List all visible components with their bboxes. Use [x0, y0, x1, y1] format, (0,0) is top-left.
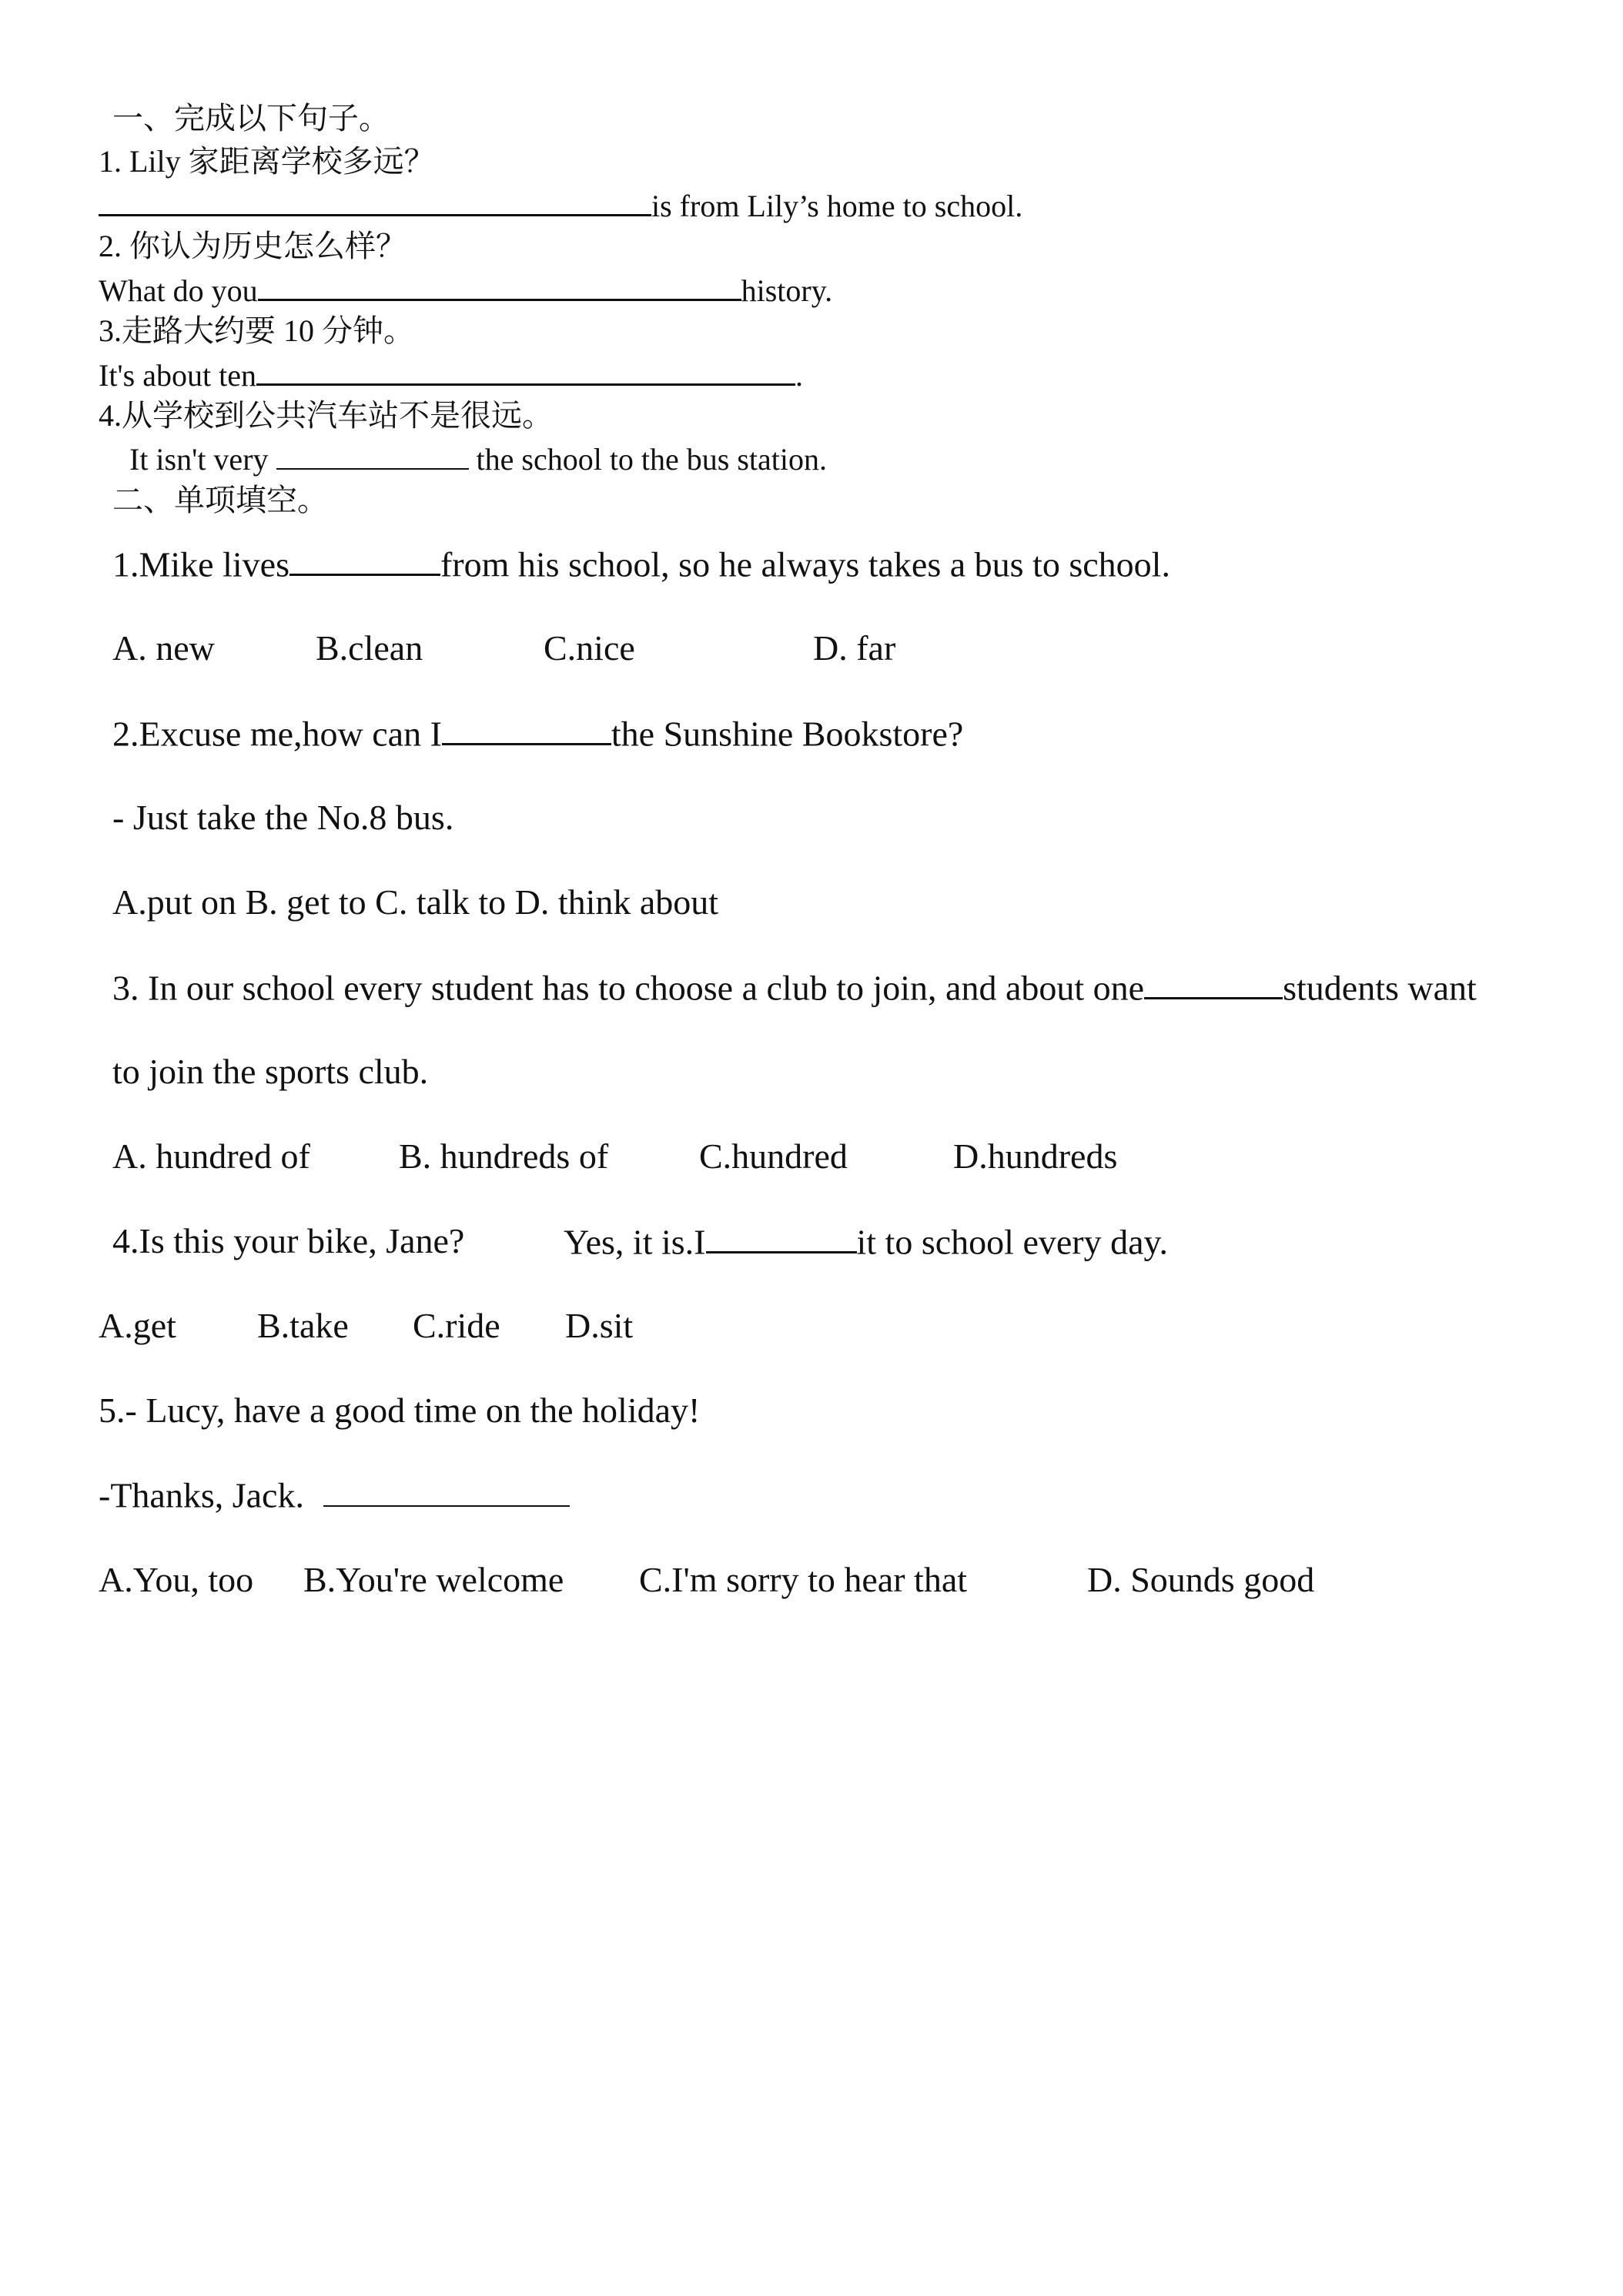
- s2-q3-option-b[interactable]: B. hundreds of: [399, 1136, 609, 1176]
- s1-q3-suffix: .: [795, 358, 803, 393]
- s2-q1-options: [0, 627, 1623, 673]
- s2-q1-before: 1.Mike lives: [112, 544, 289, 584]
- s2-q3-line2: to join the sports club.: [112, 1052, 429, 1091]
- s1-q4-prefix: It isn't very: [129, 442, 269, 477]
- s2-q1-option-d[interactable]: D. far: [813, 628, 896, 668]
- s1-q2-answer: [99, 271, 832, 310]
- s2-q5-option-d[interactable]: D. Sounds good: [1087, 1560, 1315, 1599]
- s2-q4-option-d[interactable]: D.sit: [565, 1306, 634, 1345]
- s2-q5-options: [0, 1558, 1623, 1605]
- s1-q3-answer: [99, 356, 803, 394]
- s1-q4-prompt: 4.从学校到公共汽车站不是很远。: [99, 398, 553, 433]
- s2-q1-stem: [112, 542, 1170, 586]
- s2-q5-line1: 5.- Lucy, have a good time on the holiday!: [99, 1391, 701, 1430]
- s2-q4-answer: [564, 1220, 1168, 1263]
- s2-q3-stem: [112, 966, 1477, 1009]
- section2-heading: 二、单项填空。: [112, 483, 328, 517]
- s2-q5-line2-text: -Thanks, Jack.: [99, 1475, 304, 1515]
- s2-q2-before: 2.Excuse me,how can I: [112, 714, 442, 754]
- s1-q1-blank[interactable]: [99, 186, 651, 216]
- s2-q5-option-a[interactable]: A.You, too: [99, 1560, 254, 1599]
- s2-q1-option-c[interactable]: C.nice: [544, 628, 635, 668]
- s2-q4-after: it to school every day.: [856, 1222, 1169, 1262]
- s2-q2-after: the Sunshine Bookstore?: [611, 714, 964, 754]
- s1-q2-prompt: 2. 你认为历史怎么样？: [99, 229, 407, 263]
- s1-q4-suffix: the school to the bus station.: [476, 442, 828, 477]
- s2-q3-option-a[interactable]: A. hundred of: [112, 1136, 310, 1176]
- s2-q4-option-b[interactable]: B.take: [257, 1306, 349, 1345]
- s2-q2-options[interactable]: A.put on B. get to C. talk to D. think about: [112, 882, 719, 922]
- s2-q4-stem: [0, 1220, 1623, 1266]
- s2-q3-after: students want: [1283, 968, 1477, 1008]
- s2-q4-option-a[interactable]: A.get: [99, 1306, 176, 1345]
- s2-q1-blank[interactable]: [289, 542, 440, 576]
- s2-q4-option-c[interactable]: C.ride: [413, 1306, 500, 1345]
- s2-q5-option-c[interactable]: C.I'm sorry to hear that: [639, 1560, 968, 1599]
- s1-q1-prompt: 1. Lily 家距离学校多远？: [99, 144, 435, 179]
- s1-q1-suffix: is from Lily’s home to school.: [651, 189, 1023, 223]
- s2-q4-before: 4.Is this your bike, Jane?: [112, 1221, 465, 1260]
- s2-q4-mid: Yes, it is.I: [564, 1222, 706, 1262]
- s2-q3-option-c[interactable]: C.hundred: [699, 1136, 848, 1176]
- s2-q2-blank[interactable]: [442, 711, 611, 745]
- s1-q2-suffix: history.: [741, 273, 833, 308]
- s2-q1-after: from his school, so he always takes a bus to school.: [440, 544, 1170, 584]
- section1-heading: 一、完成以下句子。: [112, 101, 390, 136]
- s2-q3-before: 3. In our school every student has to choose a club to join, and about one: [112, 968, 1145, 1008]
- s2-q4-options: [0, 1304, 1623, 1350]
- s2-q2-stem: [112, 711, 963, 755]
- s2-q3-blank[interactable]: [1144, 966, 1283, 999]
- s2-q5-blank[interactable]: [323, 1474, 570, 1507]
- s1-q4-blank[interactable]: [276, 440, 469, 470]
- s2-q1-option-a[interactable]: A. new: [112, 628, 215, 668]
- s1-q3-prefix: It's about ten: [99, 358, 256, 393]
- s2-q1-option-b[interactable]: B.clean: [316, 628, 423, 668]
- s1-q3-prompt: 3.走路大约要 10 分钟。: [99, 313, 414, 348]
- s1-q2-blank[interactable]: [258, 271, 741, 301]
- s1-q3-blank[interactable]: [256, 356, 795, 386]
- s2-q3-option-d[interactable]: D.hundreds: [953, 1136, 1118, 1176]
- s1-q4-answer: [129, 440, 827, 478]
- s2-q3-options: [0, 1135, 1623, 1181]
- s1-q2-prefix: What do you: [99, 273, 258, 308]
- s2-q5-option-b[interactable]: B.You're welcome: [303, 1560, 564, 1599]
- s2-q2-reply: - Just take the No.8 bus.: [112, 798, 454, 837]
- s2-q4-blank[interactable]: [706, 1220, 857, 1253]
- s2-q5-line2: [99, 1474, 570, 1517]
- s1-q1-answer: [99, 186, 1022, 225]
